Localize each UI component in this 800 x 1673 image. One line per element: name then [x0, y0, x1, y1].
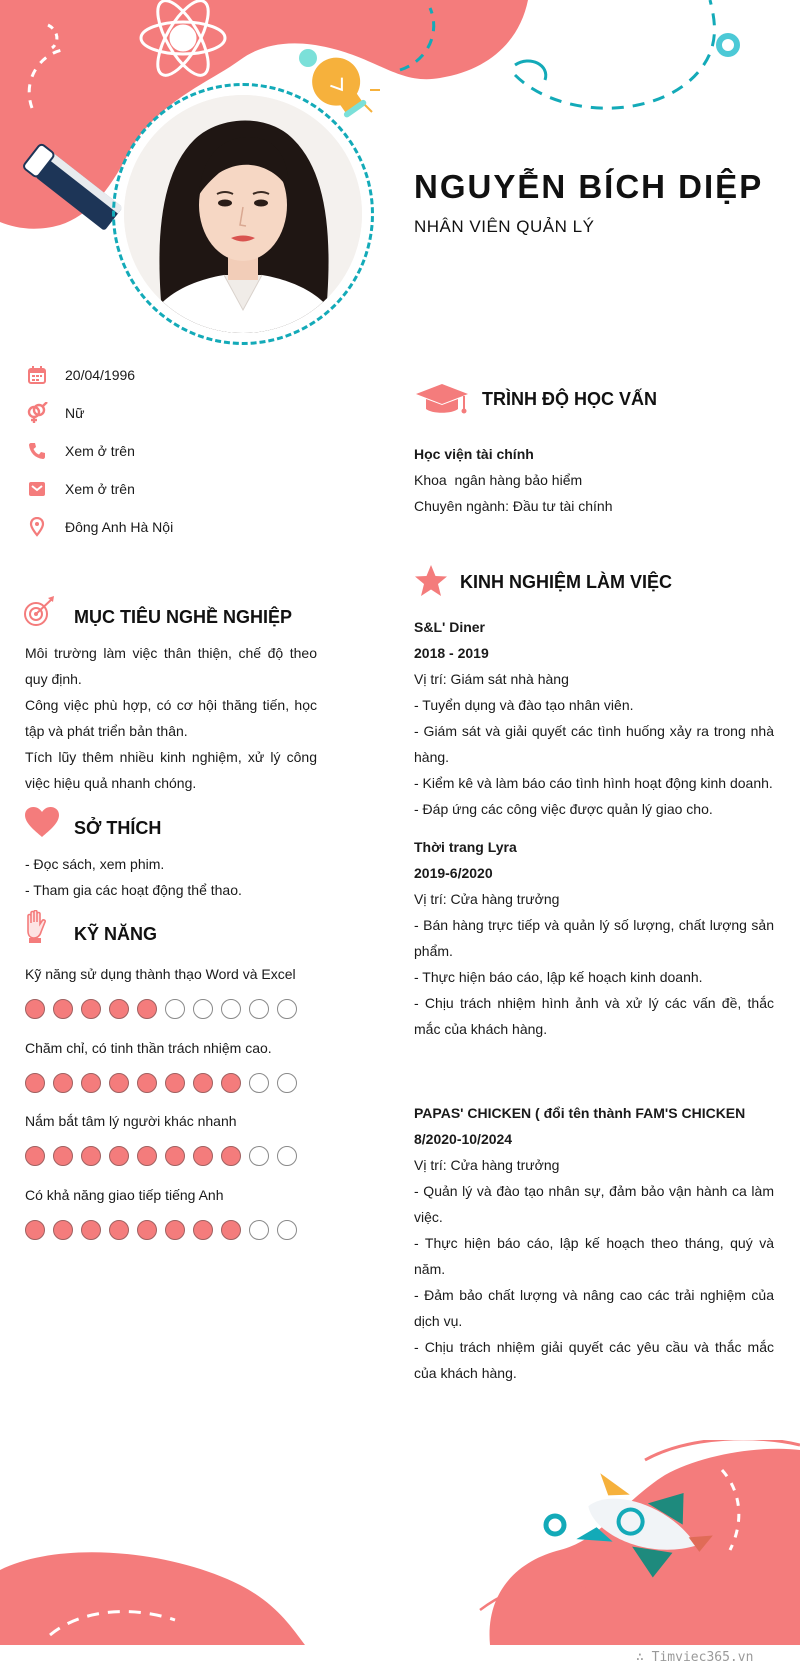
- job-duty: - Thực hiện báo cáo, lập kế hoạch theo tháng, quý và năm.: [414, 1235, 774, 1277]
- job-duty: - Chịu trách nhiệm hình ảnh và xử lý các vấn đề, thắc mắc của khách hàng.: [414, 995, 774, 1037]
- address-text: Đông Anh Hà Nội: [65, 519, 174, 535]
- avatar: [124, 95, 362, 333]
- skill-rating: [25, 1220, 297, 1240]
- contact-email: [26, 477, 135, 501]
- experience-title: KINH NGHIỆM LÀM VIỆC: [460, 572, 673, 592]
- gender-text: Nữ: [65, 405, 85, 421]
- rating-dot-empty: [277, 1146, 297, 1166]
- rating-dot-empty: [277, 999, 297, 1019]
- job-duty: - Chịu trách nhiệm giải quyết các yêu cầu và thắc mắc của khách hàng.: [414, 1339, 774, 1381]
- job-entry: [414, 834, 774, 1042]
- rating-dot-filled: [25, 1220, 45, 1240]
- skill-name: Chăm chỉ, có tinh thần trách nhiệm cao.: [25, 1040, 272, 1056]
- rating-dot-filled: [81, 1220, 101, 1240]
- rating-dot-filled: [137, 1073, 157, 1093]
- coral-blob-bottom-left: [0, 1552, 305, 1645]
- job-duty: - Giám sát và giải quyết các tình huống xảy ra trong nhà hàng.: [414, 723, 774, 765]
- calendar-icon: [26, 364, 48, 386]
- star-icon: [414, 564, 448, 603]
- skill-rating: [25, 1073, 297, 1093]
- job-company: Thời trang Lyra: [414, 839, 517, 855]
- rating-dot-filled: [165, 1073, 185, 1093]
- rating-dot-filled: [109, 1220, 129, 1240]
- job-duty: - Kiểm kê và làm báo cáo tình hình hoạt động kinh doanh.: [414, 775, 773, 791]
- objective-text: [25, 640, 317, 796]
- skill-name: Nắm bắt tâm lý người khác nhanh: [25, 1113, 237, 1129]
- mail-icon: [26, 478, 48, 500]
- rating-dot-empty: [277, 1073, 297, 1093]
- birthday-text: 20/04/1996: [65, 367, 136, 383]
- email-text: Xem ở trên: [65, 481, 135, 497]
- job-company: S&L' Diner: [414, 619, 486, 635]
- job-period: 8/2020-10/2024: [414, 1131, 513, 1147]
- rating-dot-filled: [53, 1146, 73, 1166]
- job-period: 2019-6/2020: [414, 865, 493, 881]
- rating-dot-filled: [221, 1220, 241, 1240]
- target-icon: [22, 596, 56, 633]
- job-entry: [414, 614, 774, 822]
- major-text: Chuyên ngành: Đầu tư tài chính: [414, 498, 613, 514]
- education-title: TRÌNH ĐỘ HỌC VẤN: [482, 389, 657, 409]
- school-name: Học viện tài chính: [414, 446, 534, 462]
- objective-title: MỤC TIÊU NGHỀ NGHIỆP: [74, 607, 293, 627]
- job-duty: - Quản lý và đào tạo nhân sự, đảm bảo vận hành ca làm việc.: [414, 1183, 774, 1225]
- education-details: [414, 441, 774, 519]
- rating-dot-filled: [25, 1146, 45, 1166]
- rating-dot-filled: [137, 1220, 157, 1240]
- job-duty: - Thực hiện báo cáo, lập kế hoạch kinh doanh.: [414, 969, 703, 985]
- rating-dot-empty: [277, 1220, 297, 1240]
- job-duty: - Bán hàng trực tiếp và quản lý số lượng, chất lượng sản phẩm.: [414, 917, 774, 959]
- rating-dot-empty: [193, 999, 213, 1019]
- rating-dot-filled: [137, 1146, 157, 1166]
- footer-decoration: [0, 1440, 800, 1673]
- rating-dot-filled: [53, 1073, 73, 1093]
- job-duty: - Đáp ứng các công việc được quản lý giao cho.: [414, 801, 713, 817]
- location-icon: [26, 516, 48, 538]
- rating-dot-filled: [53, 1220, 73, 1240]
- skill-rating: [25, 1146, 297, 1166]
- job-position: Vị trí: Cửa hàng trưởng: [414, 1157, 560, 1173]
- rating-dot-filled: [193, 1073, 213, 1093]
- skill-rating: [25, 999, 297, 1019]
- hobby-item: - Tham gia các hoạt động thể thao.: [25, 882, 242, 898]
- hobbies-list: [25, 851, 325, 903]
- rating-dot-filled: [81, 1146, 101, 1166]
- objective-paragraph: Công việc phù hợp, có cơ hội thăng tiến, học tập và phát triển bản thân.: [25, 697, 317, 739]
- objective-paragraph: Môi trường làm việc thân thiện, chế độ theo quy định.: [25, 645, 317, 687]
- job-entry: [414, 1100, 774, 1386]
- rating-dot-filled: [221, 1146, 241, 1166]
- job-duty: - Đảm bảo chất lượng và nâng cao các trải nghiệm của dịch vụ.: [414, 1287, 774, 1329]
- skills-title: KỸ NĂNG: [74, 924, 158, 944]
- job-period: 2018 - 2019: [414, 645, 489, 661]
- rating-dot-filled: [221, 1073, 241, 1093]
- hobby-item: - Đọc sách, xem phim.: [25, 856, 165, 872]
- candidate-role: NHÂN VIÊN QUẢN LÝ: [414, 217, 595, 236]
- rating-dot-filled: [137, 999, 157, 1019]
- rating-dot-filled: [109, 999, 129, 1019]
- rating-dot-empty: [165, 999, 185, 1019]
- candidate-name: NGUYỄN BÍCH DIỆP: [414, 168, 764, 205]
- job-position: Vị trí: Cửa hàng trưởng: [414, 891, 560, 907]
- contact-gender: [26, 401, 85, 425]
- objective-paragraph: Tích lũy thêm nhiều kinh nghiệm, xử lý công việc hiệu quả nhanh chóng.: [25, 749, 317, 791]
- rating-dot-empty: [249, 1220, 269, 1240]
- rating-dot-filled: [25, 1073, 45, 1093]
- gender-icon: [26, 402, 48, 424]
- rating-dot-empty: [249, 1073, 269, 1093]
- phone-icon: [26, 440, 48, 462]
- rating-dot-empty: [221, 999, 241, 1019]
- skill-name: Có khả năng giao tiếp tiếng Anh: [25, 1187, 224, 1203]
- contact-address: [26, 515, 174, 539]
- rating-dot-filled: [109, 1073, 129, 1093]
- job-position: Vị trí: Giám sát nhà hàng: [414, 671, 569, 687]
- rating-dot-filled: [109, 1146, 129, 1166]
- rating-dot-filled: [81, 999, 101, 1019]
- job-duty: - Tuyển dụng và đào tạo nhân viên.: [414, 697, 634, 713]
- hobbies-title: SỞ THÍCH: [74, 818, 162, 838]
- rating-dot-filled: [193, 1220, 213, 1240]
- rating-dot-filled: [25, 999, 45, 1019]
- heart-icon: [24, 806, 60, 843]
- contact-birthday: [26, 363, 136, 387]
- skill-name: Kỹ năng sử dụng thành thạo Word và Excel: [25, 966, 296, 982]
- rating-dot-filled: [165, 1220, 185, 1240]
- watermark: ∴ Timviec365.vn: [636, 1650, 754, 1665]
- rating-dot-empty: [249, 999, 269, 1019]
- graduation-cap-icon: [414, 382, 470, 421]
- hand-icon: [24, 910, 48, 949]
- job-company: PAPAS' CHICKEN ( đổi tên thành FAM'S CHICKEN: [414, 1105, 746, 1121]
- rating-dot-filled: [81, 1073, 101, 1093]
- contact-phone: [26, 439, 135, 463]
- faculty-text: Khoa ngân hàng bảo hiểm: [414, 472, 583, 488]
- rating-dot-filled: [53, 999, 73, 1019]
- rating-dot-empty: [249, 1146, 269, 1166]
- phone-text: Xem ở trên: [65, 443, 135, 459]
- rating-dot-filled: [165, 1146, 185, 1166]
- rating-dot-filled: [193, 1146, 213, 1166]
